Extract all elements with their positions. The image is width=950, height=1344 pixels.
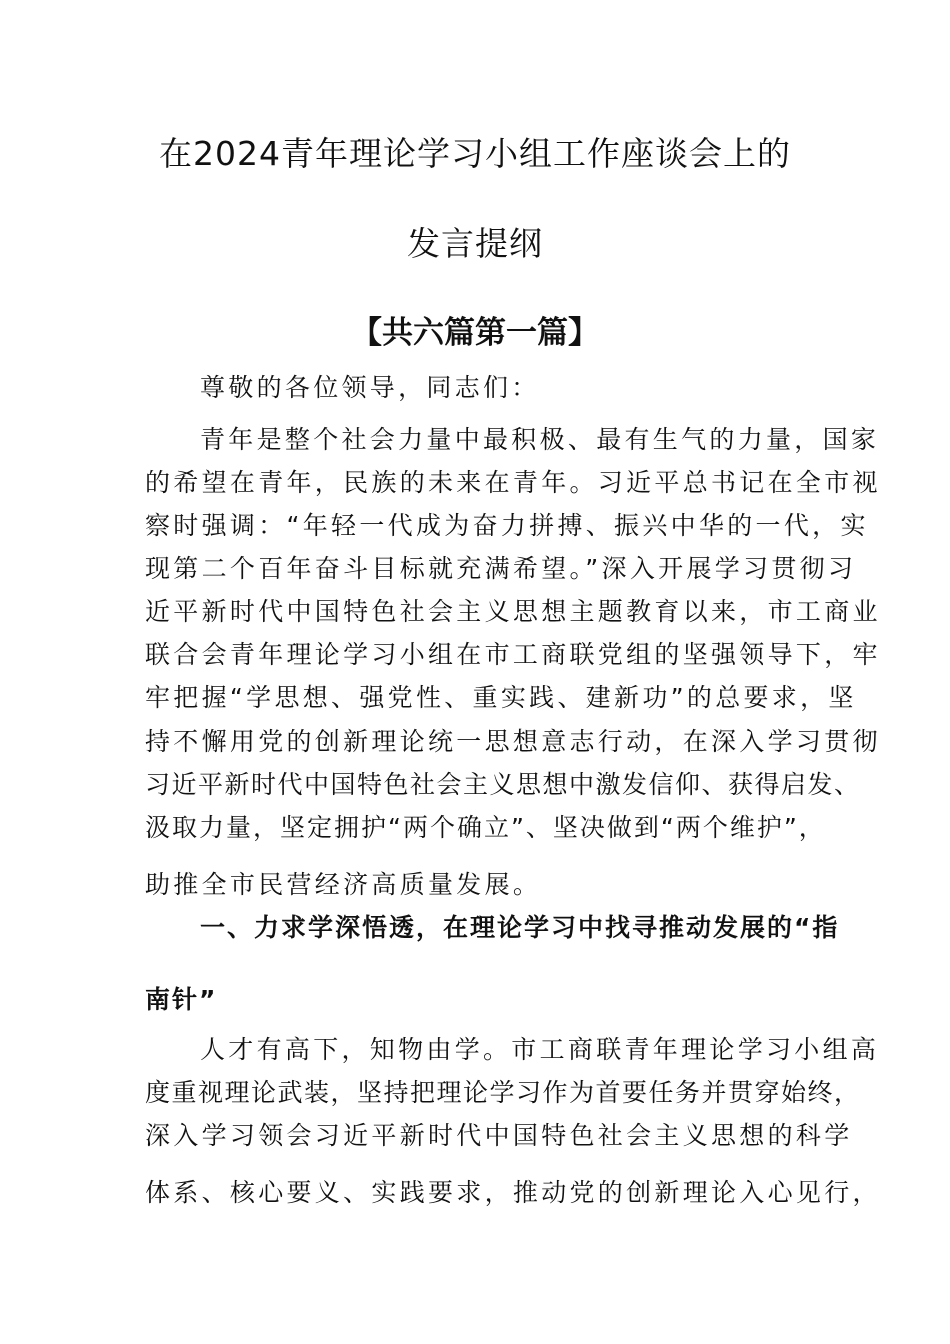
- paragraph-1-line: 联合会青年理论学习小组在市工商联党组的坚强领导下，牢: [145, 640, 881, 669]
- salutation: 尊敬的各位领导，同志们：: [200, 373, 540, 402]
- paragraph-1-line: 的希望在青年，民族的未来在青年。习近平总书记在全市视: [145, 468, 881, 497]
- paragraph-2-line: 深入学习领会习近平新时代中国特色社会主义思想的科学: [145, 1121, 853, 1150]
- paragraph-1-line: 现第二个百年奋斗目标就充满希望。”深入开展学习贯彻习: [145, 554, 857, 583]
- paragraph-2-line: 体系、核心要义、实践要求，推动党的创新理论入心见行，: [145, 1178, 881, 1207]
- paragraph-1-line: 青年是整个社会力量中最积极、最有生气的力量，国家: [200, 425, 880, 454]
- paragraph-1-line: 察时强调：“年轻一代成为奋力拼搏、振兴中华的一代，实: [145, 511, 869, 540]
- paragraph-1-line: 牢把握“学思想、强党性、重实践、建新功”的总要求，坚: [145, 683, 857, 712]
- paragraph-1-line: 助推全市民营经济高质量发展。: [145, 870, 542, 899]
- document-title-line-1: 在2024青年理论学习小组工作座谈会上的: [159, 134, 791, 173]
- section-1-heading-line: 南针”: [145, 985, 218, 1014]
- paragraph-1-line: 持不懈用党的创新理论统一思想意志行动，在深入学习贯彻: [145, 727, 881, 756]
- paragraph-1-line: 近平新时代中国特色社会主义思想主题教育以来，市工商业: [145, 597, 881, 626]
- section-1-heading-line: 一、力求学深悟透，在理论学习中找寻推动发展的“指: [200, 913, 840, 942]
- paragraph-2-line: 人才有高下，知物由学。市工商联青年理论学习小组高: [200, 1035, 880, 1064]
- paragraph-2-line: 度重视理论武装，坚持把理论学习作为首要任务并贯穿始终，: [145, 1078, 861, 1107]
- document-subtitle: 【共六篇第一篇】: [351, 315, 599, 351]
- paragraph-1-line: 汲取力量，坚定拥护“两个确立”、坚决做到“两个维护”，: [145, 813, 826, 842]
- paragraph-1-line: 习近平新时代中国特色社会主义思想中激发信仰、获得启发、: [145, 770, 861, 799]
- document-title-line-2: 发言提纲: [407, 224, 543, 263]
